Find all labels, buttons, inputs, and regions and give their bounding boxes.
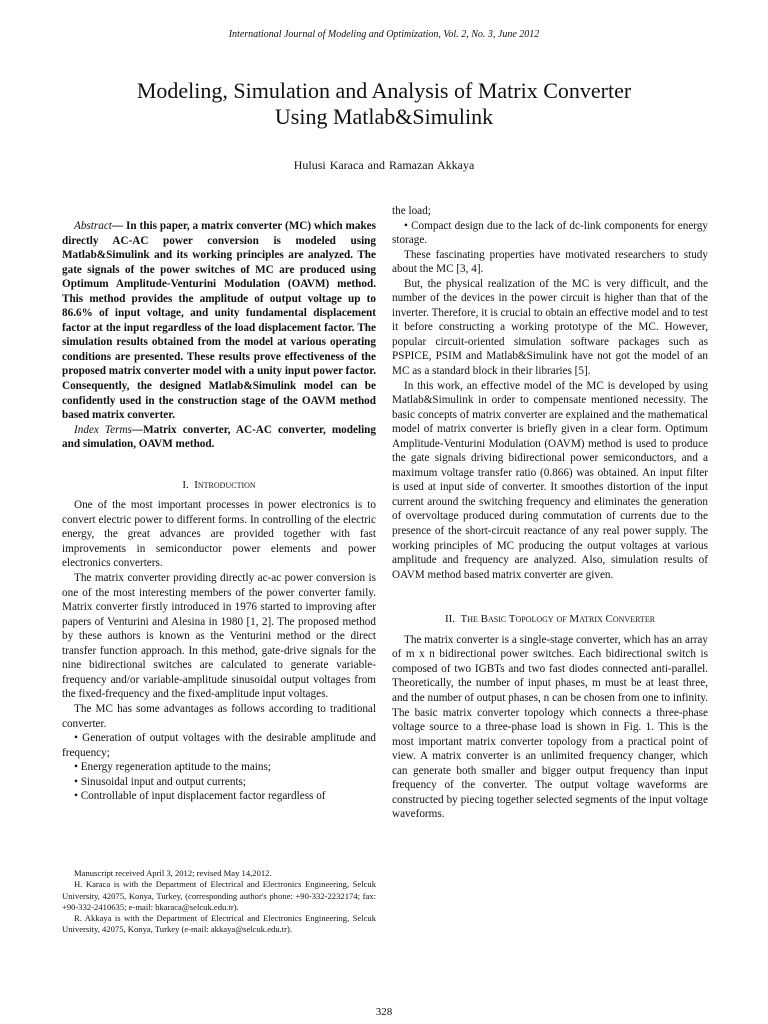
abstract-text: — In this paper, a matrix converter (MC) which makes directly AC-AC power conversion is modeled using Matlab&Simulink and its working principles are analyzed. The gate signals of the power switches of MC are produced using Optimum Amplitude-Venturini Modulation (OAVM) method. This method provides the amplitude of output voltage up to 86.6% of input voltage, and unity fundamental displacement factor at the input regardless of the load displacement factor. The simulation results obtained from the model at various operating conditions are presented. These results prove effectiveness of the proposed matrix converter model with a unity input power factor. Consequently, the designed Matlab&Simulink model can be confidently used in the construction stage of the OAVM method based matrix converter. — [62, 220, 376, 422]
abstract-label: Abstract — [74, 220, 112, 232]
bullet-item: • Energy regeneration aptitude to the mains; — [74, 761, 271, 774]
bullet-item: • Controllable of input displacement factor regardless of — [74, 790, 326, 803]
footnotes — [62, 868, 376, 936]
abstract — [62, 219, 376, 423]
page-number: 328 — [375, 1006, 393, 1018]
paper-title — [40, 78, 728, 130]
section-number: II. — [444, 613, 456, 626]
section-title: Introduction — [194, 478, 256, 491]
paragraph: These fascinating properties have motivated researchers to study about the MC [3, 4]. — [392, 248, 708, 276]
journal-header: International Journal of Modeling and Optimization, Vol. 2, No. 3, June 2012 — [228, 29, 540, 40]
section-number: I. — [182, 478, 189, 491]
authors: Hulusi Karaca and Ramazan Akkaya — [293, 158, 475, 172]
footnote: H. Karaca is with the Department of Electrical and Electronics Engineering, Selcuk University, 42075, Konya, Turkey, (corresponding author's phone: +90-332-2232174; fax: +90-332-2410635; e-mail: hkaraca@selcuk.edu.tr). — [62, 879, 376, 912]
paragraph-continuation: the load; — [392, 205, 431, 217]
left-column — [62, 219, 376, 804]
index-terms — [62, 423, 376, 452]
paragraph: The matrix converter is a single-stage converter, which has an array of m x n bidirectional power switches. Each bidirectional switch is composed of two IGBTs and two fast diodes connected anti-parallel. Theoretically, the number of input phases, m must be at least three, and the number of output phases, n can be chosen from one to infinity. The basic matrix converter topology which connects a three-phase voltage source to a three-phase load is shown in Fig. 1. This is the most important matrix converter topology from a practical point of view. A matrix converter is an unlimited frequency changer, which can generate both smaller and bigger output frequency than input frequency of the converter. The output voltage waveforms are constructed by piecing together selected segments of the input voltage waveforms. — [392, 633, 708, 821]
section-heading-introduction — [62, 478, 376, 493]
index-terms-text: —Matrix converter, AC-AC converter, modeling and simulation, OAVM method. — [62, 423, 376, 451]
bullet-item: • Generation of output voltages with the desirable amplitude and frequency; — [62, 732, 376, 759]
title-line-2: Using Matlab&Simulink — [274, 104, 494, 129]
section-title: The Basic Topology of Matrix Converter — [460, 613, 656, 626]
section-heading-topology — [392, 612, 708, 627]
footnote: Manuscript received April 3, 2012; revised May 14,2012. — [74, 868, 272, 878]
paragraph: In this work, an effective model of the MC is developed by using Matlab&Simulink in order to compensate mentioned necessity. The basic concepts of matrix converter are explained and the mathematical model of matrix converter is briefly given in a clear form. Optimum Amplitude-Venturini Modulation (OAVM) method is used to produce the gate signals driving bidirectional power semiconductors, and a maximum voltage transfer ratio (0.866) was obtained. An input filter is used at input side of converter. It smoothes distortion of the input current around the switching frequency and eliminates the generation of overvoltage produced during commutation of currents due to the presence of the short-circuit reactance of any real power supply. The working principles of MC producing the output voltages at various amplitude and frequency are analyzed. Also, simulation results of OAVM method based matrix converter are given. — [392, 379, 708, 581]
paragraph: The matrix converter providing directly ac-ac power conversion is one of the most interesting members of the power converter family. Matrix converter firstly introduced in 1976 started to improving after papers of Venturini and Alesina in 1980 [1, 2]. The proposed method by these authors is known as the Venturini method or the direct transfer function approach. In this method, gate-drive signals for the nine bidirectional switches are calculated to generate variable-frequency and/or variable-amplitude sinusoidal output voltages from the fixed-frequency and the fixed-amplitude input voltages. — [62, 572, 376, 701]
paragraph: The MC has some advantages as follows according to traditional converter. — [62, 702, 376, 730]
right-column — [392, 204, 708, 822]
index-terms-label: Index Terms — [74, 423, 132, 436]
footnote: R. Akkaya is with the Department of Electrical and Electronics Engineering, Selcuk University, 42075, Konya, Turkey (e-mail: akkaya@selcuk.edu.tr). — [62, 913, 376, 935]
title-line-1: Modeling, Simulation and Analysis of Matrix Converter — [136, 78, 632, 103]
paragraph: One of the most important processes in power electronics is to convert electric power to different forms. In controlling of the electric energy, the great advances are provided together with fast improvements in semiconductor power elements and power electronics converters. — [62, 499, 376, 570]
bullet-item: • Compact design due to the lack of dc-link components for energy storage. — [392, 219, 708, 247]
bullet-item: • Sinusoidal input and output currents; — [74, 775, 247, 788]
paragraph: But, the physical realization of the MC is very difficult, and the number of the devices in the power circuit is higher than that of the inverter. Therefore, it is crucial to obtain an effective model and to test it before constructing a working prototype of the MC. However, popular circuit-oriented simulation software packages such as PSPICE, PSIM and Matlab&Simulink have not got the model of an MC as a standard block in their libraries [5]. — [392, 277, 708, 378]
